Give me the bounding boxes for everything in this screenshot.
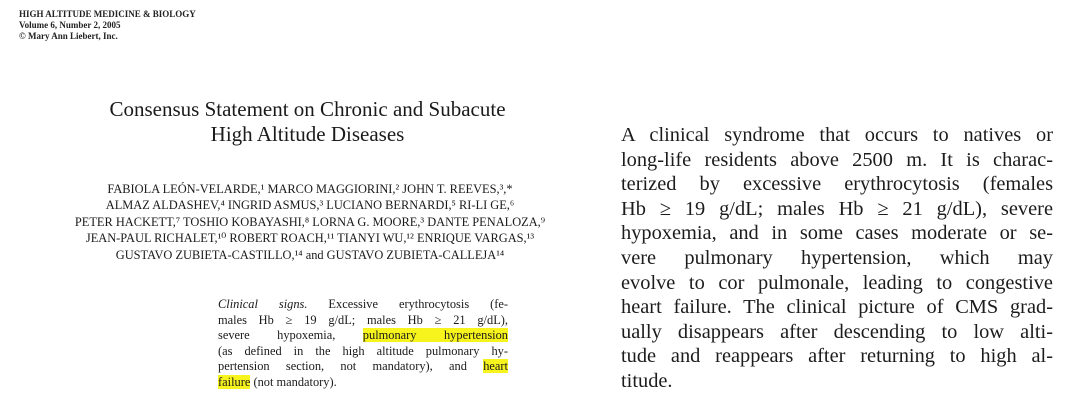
clinical-signs-label: Clinical signs. xyxy=(218,297,308,311)
journal-volume: Volume 6, Number 2, 2005 xyxy=(19,20,121,30)
author-line: ALMAZ ALDASHEV,⁴ INGRID ASMUS,³ LUCIANO BERNARDI,⁵ RI-LI GE,⁶ xyxy=(105,198,515,213)
highlight-pulmonary-hypertension: pulmonary hypertension xyxy=(362,328,508,343)
author-line: FABIOLA LEÓN-VELARDE,¹ MARCO MAGGIORINI,² JOHN T. REEVES,³,* xyxy=(107,182,513,196)
journal-name: HIGH ALTITUDE MEDICINE & BIOLOGY xyxy=(19,9,196,19)
clinical-signs-paragraph xyxy=(218,297,508,391)
clinical-signs-text: Excessive erythrocytosis (fe- xyxy=(307,297,508,311)
excerpt-line: tude and reappears after returning to high al- xyxy=(621,345,1053,368)
author-line: GUSTAVO ZUBIETA-CASTILLO,¹⁴ and GUSTAVO ZUBIETA-CALLEJA¹⁴ xyxy=(115,247,505,262)
paper-title-line-1: Consensus Statement on Chronic and Subacute xyxy=(109,97,506,121)
journal-header xyxy=(19,9,196,42)
definition-excerpt xyxy=(621,123,1053,394)
clinical-signs-line xyxy=(218,375,508,391)
excerpt-line: heart failure. The clinical picture of CMS grad- xyxy=(621,296,1053,319)
clinical-signs-text: pertension section, not mandatory), and xyxy=(218,359,484,374)
clinical-signs-text: (not mandatory). xyxy=(250,374,337,389)
excerpt-line: Hb ≥ 19 g/dL; males Hb ≥ 21 g/dL), severe xyxy=(621,197,1053,220)
clinical-signs-line: (as defined in the high altitude pulmonary hy- xyxy=(218,343,508,358)
paper-title xyxy=(40,97,575,147)
paper-title-line-2: High Altitude Diseases xyxy=(210,122,405,146)
author-line: JEAN-PAUL RICHALET,¹⁰ ROBERT ROACH,¹¹ TIANYI WU,¹² ENRIQUE VARGAS,¹³ xyxy=(85,231,535,246)
author-list xyxy=(0,181,620,263)
author-line: PETER HACKETT,⁷ TOSHIO KOBAYASHI,⁸ LORNA G. MOORE,³ DANTE PENALOZA,⁹ xyxy=(74,214,546,229)
excerpt-line: long-life residents above 2500 m. It is charac- xyxy=(621,148,1053,171)
excerpt-line: evolve to cor pulmonale, leading to congestive xyxy=(621,271,1053,294)
highlight-failure: failure xyxy=(218,374,251,389)
excerpt-line: terized by excessive erythrocytosis (females xyxy=(621,173,1053,196)
clinical-signs-line xyxy=(218,328,508,344)
journal-copyright: © Mary Ann Liebert, Inc. xyxy=(19,31,118,41)
highlight-heart: heart xyxy=(483,359,508,374)
clinical-signs-text: severe hypoxemia, xyxy=(218,328,363,343)
clinical-signs-line xyxy=(218,297,508,313)
excerpt-line: vere pulmonary hypertension, which may xyxy=(621,246,1053,269)
clinical-signs-line: males Hb ≥ 19 g/dL; males Hb ≥ 21 g/dL), xyxy=(218,312,508,327)
clinical-signs-line xyxy=(218,359,508,375)
excerpt-line: ually disappears after descending to low alti- xyxy=(621,320,1053,343)
excerpt-line: titude. xyxy=(621,369,673,392)
excerpt-line: hypoxemia, and in some cases moderate or se- xyxy=(621,222,1053,245)
excerpt-line: A clinical syndrome that occurs to natives or xyxy=(621,124,1053,146)
